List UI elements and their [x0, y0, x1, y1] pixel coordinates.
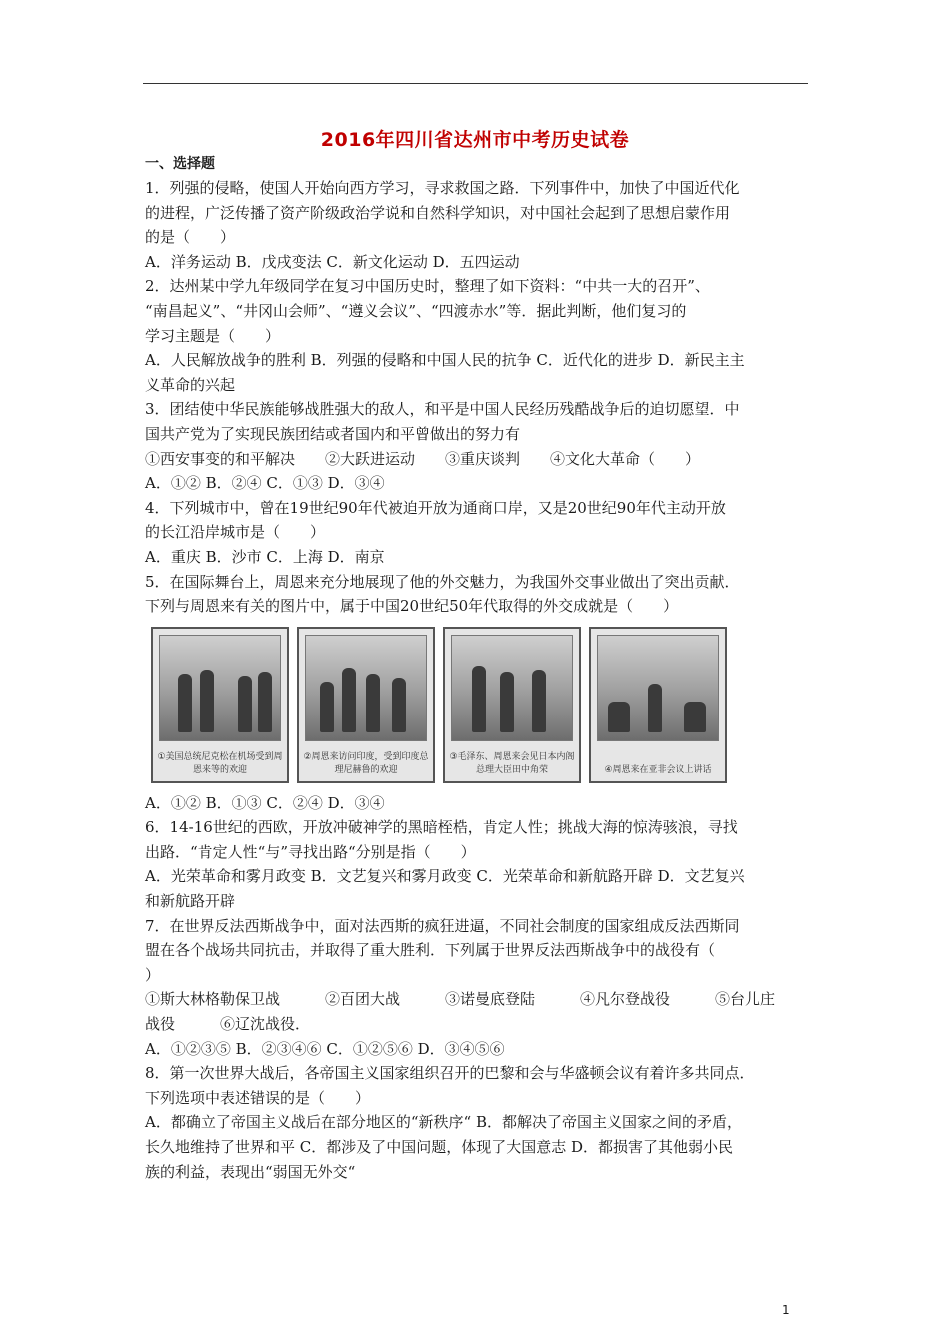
text-line: A．洋务运动 B．戊戌变法 C．新文化运动 D．五四运动	[145, 252, 520, 271]
text-line: 国共产党为了实现民族团结或者国内和平曾做出的努力有	[145, 424, 521, 443]
text-line: ①斯大林格勒保卫战 ②百团大战 ③诺曼底登陆 ④凡尔登战役 ⑤台儿庄	[145, 990, 776, 1009]
text-line: ①西安事变的和平解决 ②大跃进运动 ③重庆谈判 ④文化大革命（ ）	[145, 449, 701, 468]
page-number: 1	[782, 1303, 790, 1317]
text-line: 的是（ ）	[145, 228, 236, 247]
text-line: 的进程，广泛传播了资产阶级政治学说和自然科学知识，对中国社会起到了思想启蒙作用	[145, 203, 731, 222]
text-line: 下列与周恩来有关的图片中，属于中国20世纪50年代取得的外交成就是（ ）	[145, 597, 679, 616]
text-line: 2．达州某中学九年级同学在复习中国历史时，整理了如下资料：“中共一大的召开”、	[145, 277, 710, 296]
text-line: 学习主题是（ ）	[145, 326, 281, 345]
photo-caption: ①美国总统尼克松在机场受到周恩来等的欢迎	[157, 751, 283, 775]
text-line: 出路．“肯定人性“与”寻找出路“分别是指（ ）	[145, 842, 476, 861]
photo-india-visit	[297, 627, 435, 783]
text-line: 3．团结使中华民族能够战胜强大的敌人，和平是中国人民经历残酷战争后的迫切愿望．中	[145, 400, 740, 419]
photo-tanaka-meeting	[443, 627, 581, 783]
text-line: A．都确立了帝国主义战后在部分地区的“新秩序“ B．都解决了帝国主义国家之间的矛盾，	[145, 1113, 742, 1132]
photo-caption: ④周恩来在亚非会议上讲话	[604, 764, 712, 775]
text-line: 1．列强的侵略，使国人开始向西方学习，寻求救国之路．下列事件中，加快了中国近代化	[145, 179, 740, 197]
question-body	[145, 176, 810, 1184]
text-line: 和新航路开辟	[145, 892, 236, 911]
photo-strip	[151, 627, 810, 785]
photo-scene	[451, 635, 573, 741]
text-line: 盟在各个战场共同抗击，并取得了重大胜利．下列属于世界反法西斯战争中的战役有（	[145, 941, 716, 960]
photo-scene	[305, 635, 427, 741]
text-line: A．①② B．②④ C．①③ D．③④	[145, 474, 385, 493]
photo-scene	[597, 635, 719, 741]
text-line: A．①② B．①③ C．②④ D．③④	[145, 793, 385, 812]
photo-nixon-welcome	[151, 627, 289, 783]
text-line: 的长江沿岸城市是（ ）	[145, 523, 326, 542]
text-line: A．人民解放战争的胜利 B．列强的侵略和中国人民的抗争 C．近代化的进步 D．新民主主	[145, 351, 745, 370]
text-line: A．光荣革命和雾月政变 B．文艺复兴和雾月政变 C．光荣革命和新航路开辟 D．文艺复兴	[145, 867, 745, 886]
text-line: 下列选项中表述错误的是（ ）	[145, 1088, 371, 1107]
text-line: 族的利益，表现出“弱国无外交“	[145, 1162, 356, 1181]
text-line: A．①②③⑤ B．②③④⑥ C．①②⑤⑥ D．③④⑤⑥	[145, 1039, 505, 1058]
section-heading: 一、选择题	[145, 156, 215, 172]
photo-bandung-speech	[589, 627, 727, 783]
text-line: 6．14-16世纪的西欧，开放冲破神学的黑暗桎梏，肯定人性；挑战大海的惊涛骇浪，寻找	[145, 818, 738, 837]
text-line: A．重庆 B．沙市 C．上海 D．南京	[145, 547, 385, 566]
text-line: 5．在国际舞台上，周恩来充分地展现了他的外交魅力，为我国外交事业做出了突出贡献．	[145, 572, 740, 591]
text-line: 义革命的兴起	[145, 375, 236, 394]
text-line: 战役 ⑥辽沈战役．	[145, 1015, 311, 1034]
header-rule	[143, 83, 808, 84]
text-line: 长久地维持了世界和平 C．都涉及了中国问题，体现了大国意志 D．都损害了其他弱小民	[145, 1138, 734, 1156]
photo-caption: ③毛泽东、周恩来会见日本内阁总理大臣田中角荣	[449, 751, 575, 775]
text-line: ）	[145, 965, 161, 984]
photo-caption: ②周恩来访问印度，受到印度总理尼赫鲁的欢迎	[303, 751, 429, 775]
text-line: 4．下列城市中，曾在19世纪90年代被迫开放为通商口岸，又是20世纪90年代主动开放	[145, 498, 726, 517]
text-line: 8．第一次世界大战后，各帝国主义国家组织召开的巴黎和会与华盛顿会议有着许多共同点．	[145, 1064, 755, 1083]
page-title: 2016年四川省达州市中考历史试卷	[320, 129, 630, 151]
text-line: 7．在世界反法西斯战争中，面对法西斯的疯狂进逼，不同社会制度的国家组成反法西斯同	[145, 916, 740, 935]
photo-scene	[159, 635, 281, 741]
text-line: “南昌起义”、“井冈山会师”、“遵义会议”、“四渡赤水”等．据此判断，他们复习的	[145, 301, 687, 320]
